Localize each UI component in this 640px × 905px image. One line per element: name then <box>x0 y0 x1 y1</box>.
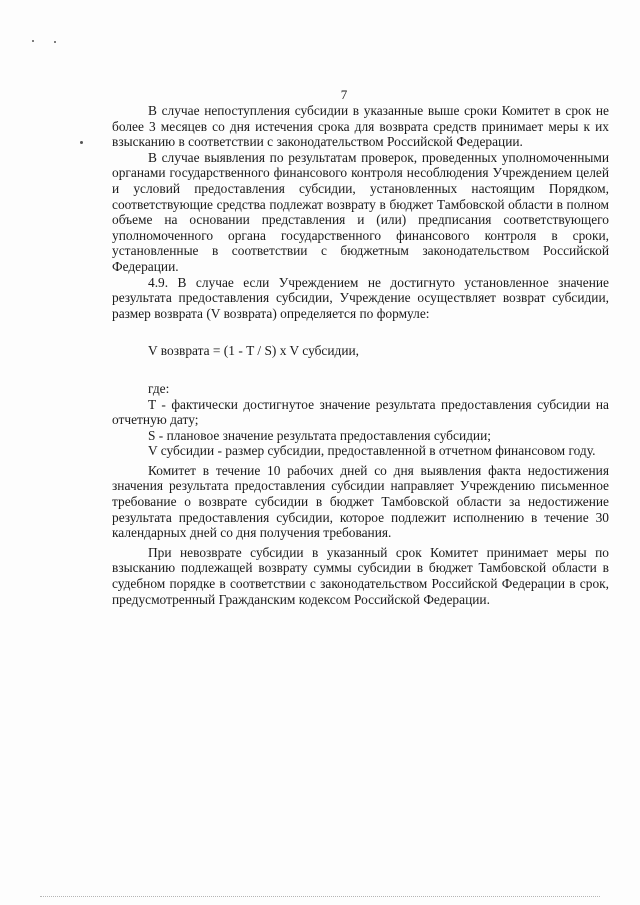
definition-item: S - плановое значение результата предоставления субсидии; <box>148 427 491 443</box>
paragraph: В случае выявления по результатам проверок, проведенных уполномоченными органами государственного финансового контроля несоблюдения Учреждением целей и условий предоставления субсидии, установленных настоящим Порядком, соответствующие средства подлежат возврату в бюджет Тамбовской области в полном объеме на основании представления и (или) предписания соответствующего уполномоченного органа государственного финансового контроля в сроки, установленные в соответствии с бюджетным законодательством Российской Федерации. <box>112 149 609 274</box>
document-body <box>112 103 609 607</box>
paragraph: Комитет в течение 10 рабочих дней со дня выявления факта недостижения значения результата предоставления субсидии направляет Учреждению письменное требование о возврате субсидии в бюджет Тамбовской области за недостижение результата предоставления субсидии, которое подлежит исполнению в течение 30 календарных дней со дня получения требования. <box>112 462 609 541</box>
definition-item: V субсидии - размер субсидии, предоставленной в отчетном финансовом году. <box>148 443 596 459</box>
scan-speck <box>32 40 34 42</box>
paragraph: При невозврате субсидии в указанный срок Комитет принимает меры по взысканию подлежащей возврату суммы субсидии в бюджет Тамбовской области в судебном порядке в соответствии с законодательством Российской Федерации в срок, предусмотренный Гражданским кодексом Российской Федерации. <box>112 544 609 607</box>
formula: V возврата = (1 - T / S) x V субсидии, <box>148 343 360 359</box>
scan-bottom-edge <box>40 896 600 898</box>
paragraph: 4.9. В случае если Учреждением не достигнуто установленное значение результата предоставления субсидии, Учреждение осуществляет возврат субсидии, размер возврата (V возврата) определяется по формуле: <box>112 274 609 321</box>
scan-speck <box>54 41 56 43</box>
page-number: 7 <box>340 87 348 102</box>
definition-item: T - фактически достигнутое значение результата предоставления субсидии на отчетную дату; <box>112 396 609 428</box>
paragraph: В случае непоступления субсидии в указанные выше сроки Комитет в срок не более 3 месяцев со дня истечения срока для возврата средств принимает меры к их взысканию в соответствии с законодательством Российской Федерации. <box>112 103 609 150</box>
where-label: где: <box>148 380 170 396</box>
scan-speck <box>80 141 83 144</box>
